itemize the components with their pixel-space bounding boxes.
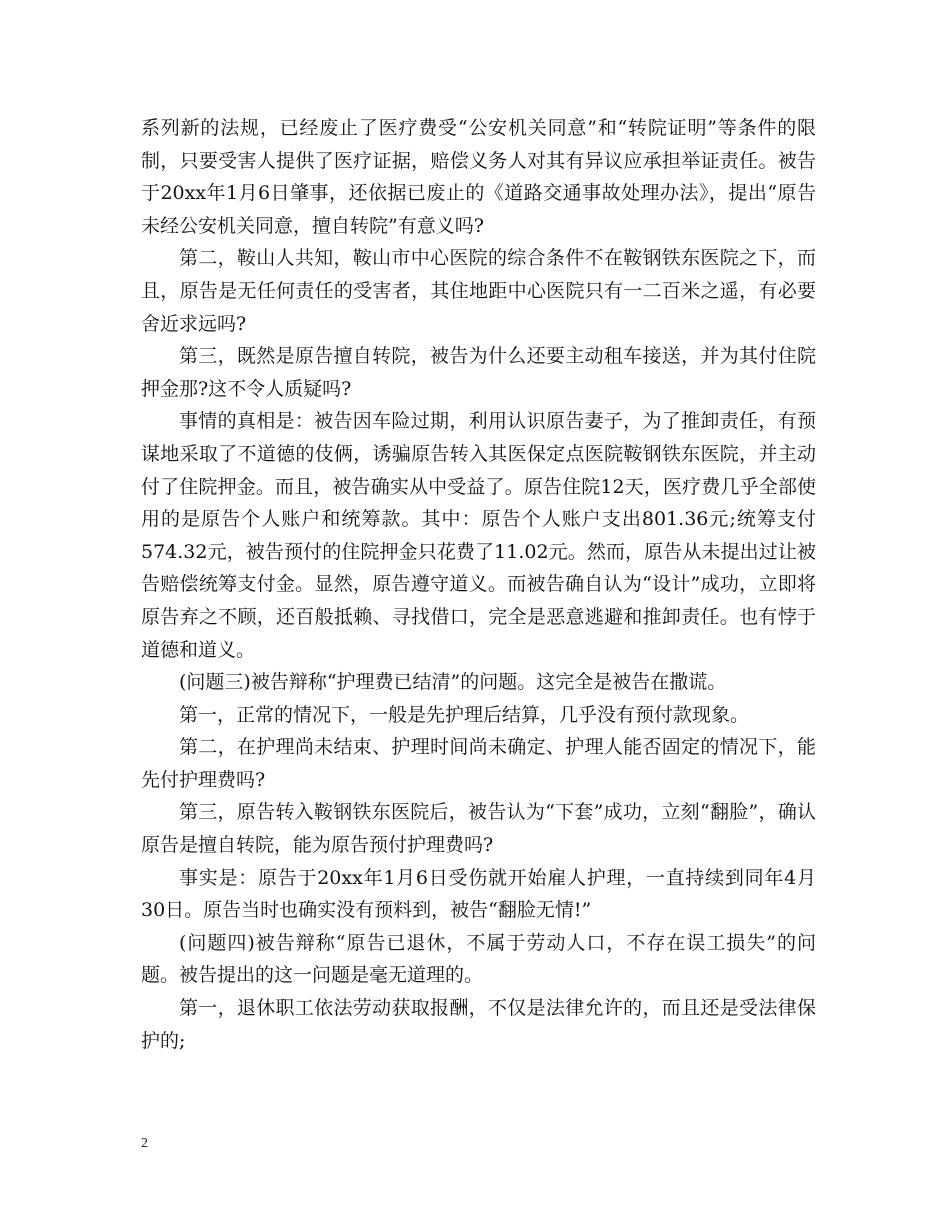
paragraph: 第二，在护理尚未结束、护理时间尚未确定、护理人能否固定的情况下，能先付护理费吗? <box>141 736 816 791</box>
paragraph: 第一，退休职工依法劳动获取报酬，不仅是法律允许的，而且还是受法律保护的; <box>141 997 816 1052</box>
paragraph: 第三，原告转入鞍钢铁东医院后，被告认为“下套”成功，立刻“翻脸”，确认原告是擅自转院，能为原告预付护理费吗? <box>141 801 816 857</box>
paragraph: 事实是：原告于20xx年1月6日受伤就开始雇人护理，一直持续到同年4月30日。原告当时也确实没有预料到，被告“翻脸无情!” <box>141 866 816 922</box>
paragraph: (问题三)被告辩称“护理费已结清”的问题。这完全是被告在撒谎。 <box>179 671 727 694</box>
paragraph: 第一，正常的情况下，一般是先护理后结算，几乎没有预付款现象。 <box>179 703 750 726</box>
document-body <box>141 112 816 1057</box>
page-number: 2 <box>141 1136 148 1151</box>
paragraph: 第二，鞍山人共知，鞍山市中心医院的综合条件不在鞍钢铁东医院之下，而且，原告是无任何责任的受害者，其住地距中心医院只有一二百米之遥，有必要舍近求远吗? <box>141 247 816 335</box>
paragraph: 系列新的法规，已经废止了医疗费受“公安机关同意”和“转院证明”等条件的限制，只要受害人提供了医疗证据，赔偿义务人对其有异议应承担举证责任。被告于20xx年1月6日肇事，还依据已废止的《道路交通事故处理办法》，提出“原告未经公安机关同意，擅自转院”有意义吗? <box>141 117 816 237</box>
paragraph: 第三，既然是原告擅自转院，被告为什么还要主动租车接送，并为其付住院押金那?这不令人质疑吗? <box>141 345 816 400</box>
paragraph: 事情的真相是：被告因车险过期，利用认识原告妻子，为了推卸责任，有预谋地采取了不道德的伎俩，诱骗原告转入其医保定点医院鞍钢铁东医院，并主动付了住院押金。而且，被告确实从中受益了。原告住院12天，医疗费几乎全部使用的是原告个人账户和统筹款。其中：原告个人账户支出801.36元;统筹支付574.32元，被告预付的住院押金只花费了11.02元。然而，原告从未提出过让被告赔偿统筹支付金。显然，原告遵守道义。而被告确自认为“设计”成功，立即将原告弃之不顾，还百般抵赖、寻找借口，完全是恶意逃避和推卸责任。也有悖于道德和道义。 <box>141 410 816 661</box>
paragraph: (问题四)被告辩称“原告已退休，不属于劳动人口，不存在误工损失”的问题。被告提出的这一问题是毫无道理的。 <box>141 931 816 987</box>
